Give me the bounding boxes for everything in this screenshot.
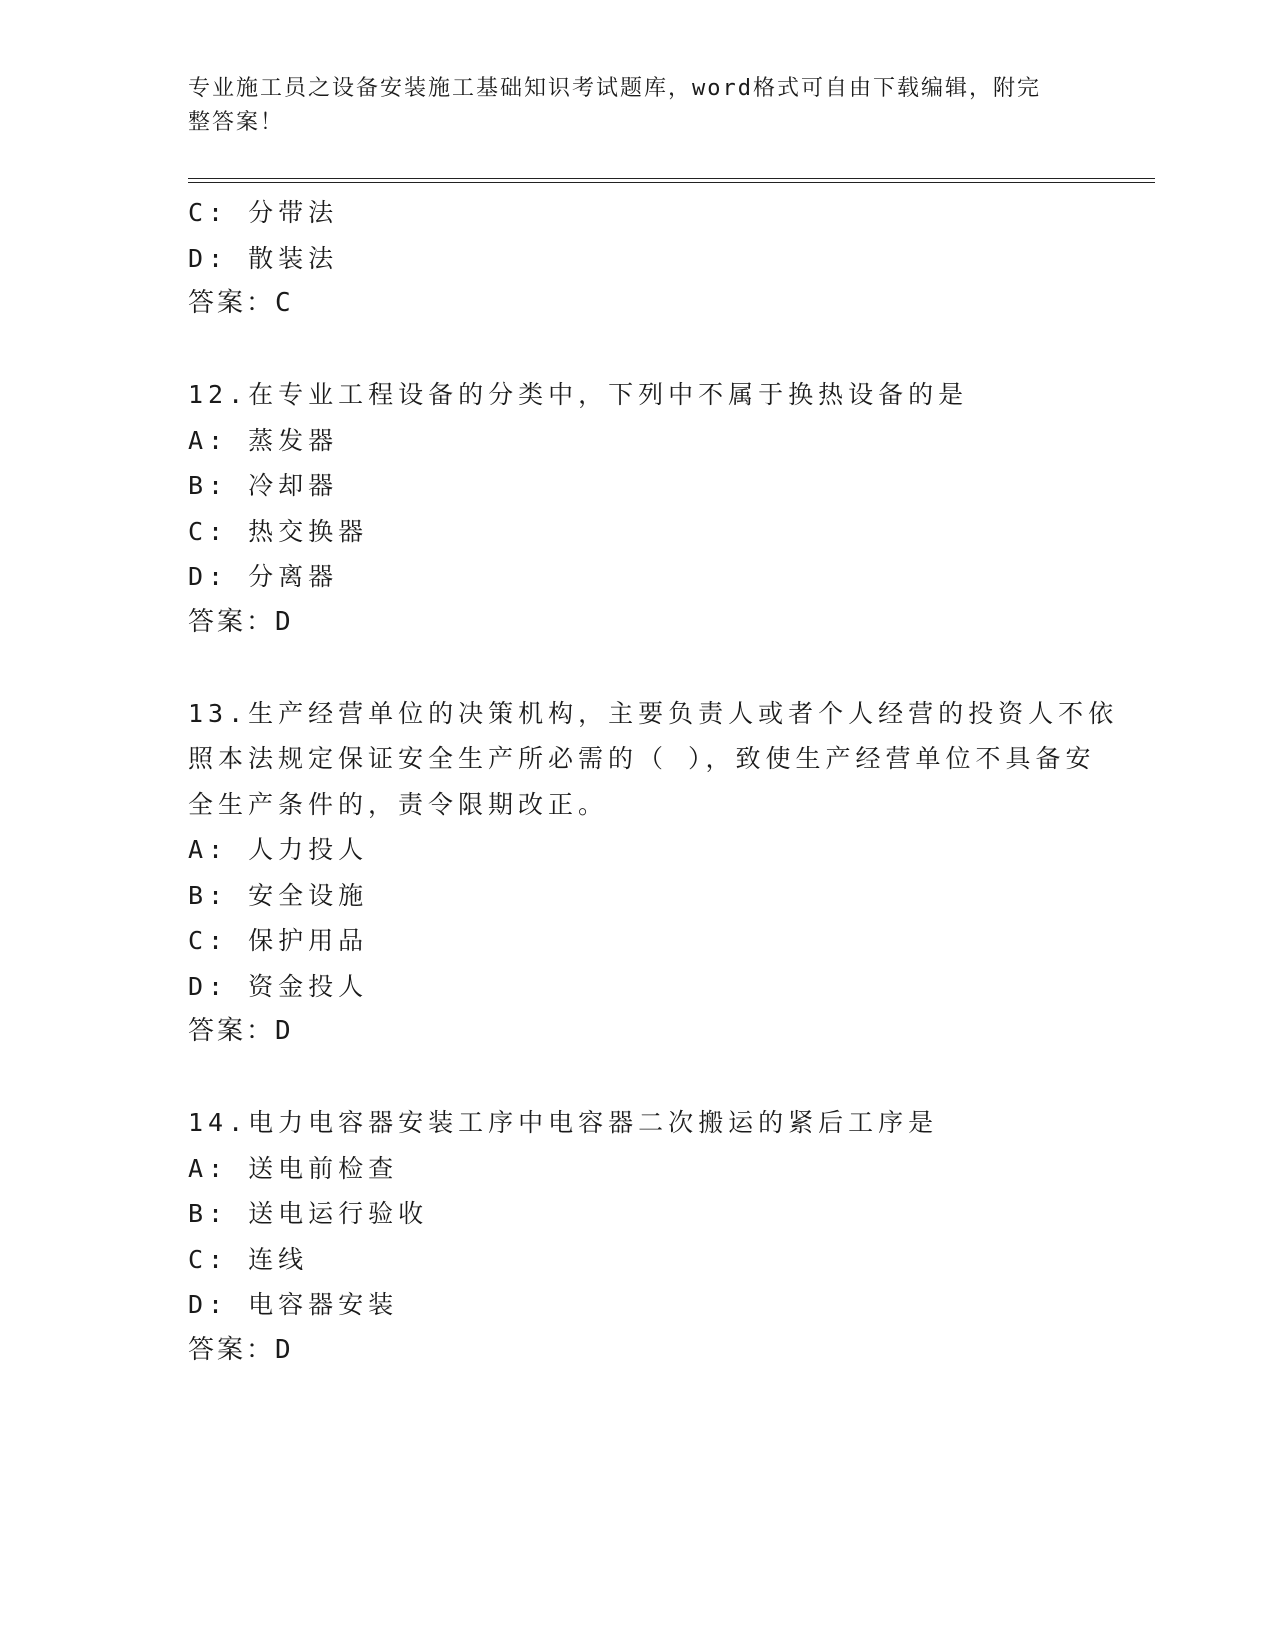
option-b: B: 送电运行验收 [188,1199,429,1228]
question-14 [188,1100,1088,1373]
option-d: D: 电容器安装 [188,1290,399,1319]
answer: 答案：D [188,606,294,637]
question-list [188,190,1119,1373]
header-divider [188,178,1155,183]
question-stem: 14.电力电容器安装工序中电容器二次搬运的紧后工序是 [188,1108,939,1137]
question-11-continued [188,190,1088,327]
question-stem-line-1: 13.生产经营单位的决策机构，主要负责人或者个人经营的投资人不依 [188,698,1119,728]
option-a: A: 人力投人 [188,835,369,864]
question-stem-line-2: 照本法规定保证安全生产所必需的（ ），致使生产经营单位不具备安 [188,744,1096,773]
answer: 答案：D [188,1016,294,1046]
option-c: C: 保护用品 [188,926,369,955]
option-b: B: 冷却器 [188,471,339,500]
question-13 [188,691,1119,1055]
option-d: D: 散装法 [188,243,339,273]
option-d: D: 资金投人 [188,971,369,1001]
header-line-1: 专业施工员之设备安装施工基础知识考试题库，word格式可自由下载编辑，附完 [188,76,1041,101]
answer: 答案：C [188,288,294,318]
option-a: A: 送电前检查 [188,1153,399,1183]
option-c: C: 热交换器 [188,516,369,546]
option-d: D: 分离器 [188,562,339,591]
option-c: C: 分带法 [188,198,339,227]
option-c: C: 连线 [188,1244,309,1274]
question-stem: 12.在专业工程设备的分类中，下列中不属于换热设备的是 [188,380,969,409]
question-12 [188,372,1088,645]
option-b: B: 安全设施 [188,880,369,910]
answer: 答案：D [188,1334,294,1365]
option-a: A: 蒸发器 [188,425,339,455]
question-stem-line-3: 全生产条件的，责令限期改正。 [188,789,609,819]
header-line-2: 整答案！ [188,110,285,135]
document-header [188,72,1088,140]
